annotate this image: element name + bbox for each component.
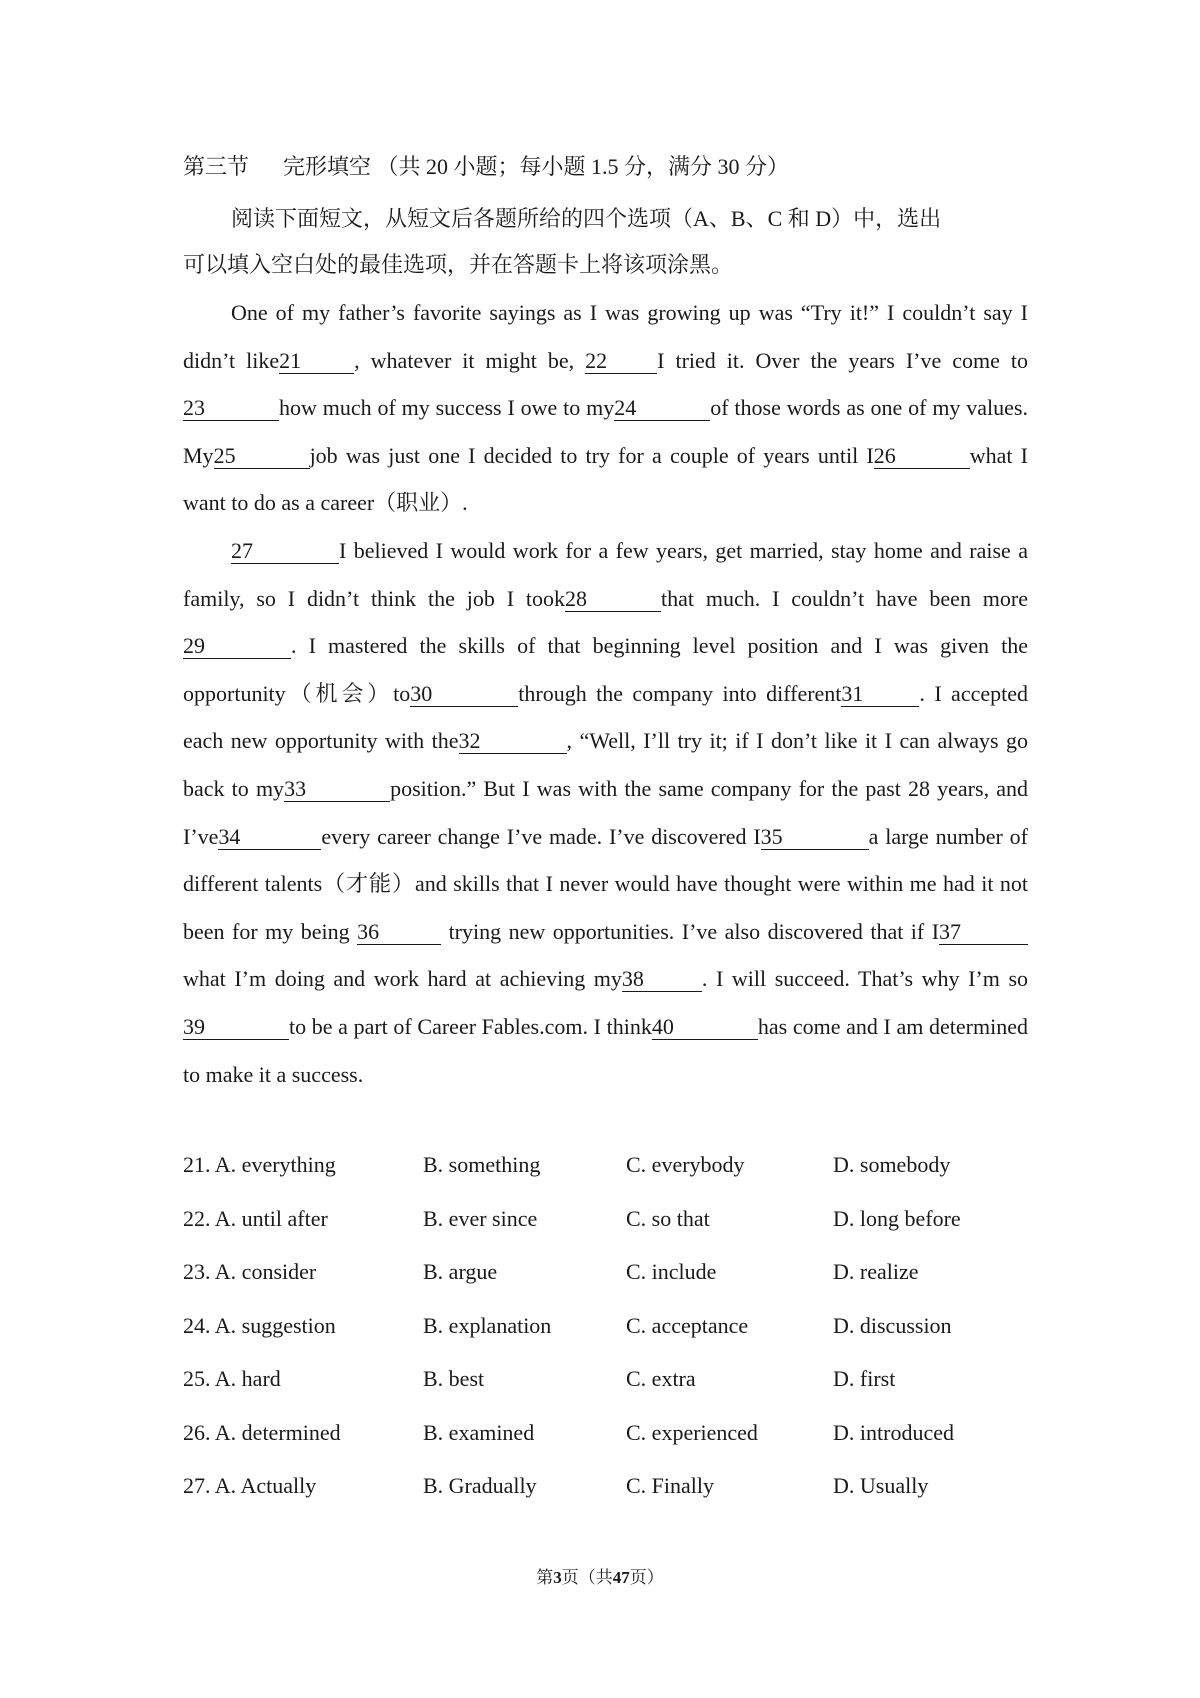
option-b: B. Gradually: [423, 1473, 537, 1498]
blank-24: 24: [614, 396, 710, 421]
blank-36: 36: [357, 920, 441, 945]
option-c: C. everybody: [626, 1152, 745, 1177]
passage-text: to be a part of Career Fables.com. I think: [289, 1013, 652, 1039]
passage-text: what I want to do as a career（职业）.: [183, 442, 1029, 516]
option-d: D. discussion: [833, 1312, 952, 1338]
passage-text: position.” But I was with the same company for the past 28 years, and I’ve: [183, 775, 1028, 849]
passage-paragraph-2: [183, 527, 1028, 1098]
option-c: C. Finally: [626, 1473, 715, 1498]
blank-35: 35: [761, 825, 869, 850]
option-a: 26. A. determined: [183, 1419, 341, 1445]
passage-text: I believed I would work for a few years, get married, stay home and raise a family, so I didn’t think the job I took: [183, 537, 1028, 611]
option-a: 21. A. everything: [183, 1152, 336, 1177]
option-b: B. explanation: [423, 1312, 552, 1338]
option-b: B. best: [423, 1366, 485, 1391]
footer-post: 页）: [629, 1568, 664, 1587]
instructions: [183, 196, 1028, 288]
blank-23: 23: [183, 396, 279, 421]
option-d: D. somebody: [833, 1152, 951, 1177]
passage-text: One of my father’s favorite sayings as I was growing up was “Try it!” I couldn’t say I didn’t like: [183, 300, 1028, 373]
option-a: 24. A. suggestion: [183, 1312, 336, 1338]
passage-text: , “Well, I’ll try it; if I don’t like it I can always go back to my: [183, 728, 1029, 801]
footer-total-pages: 47: [612, 1568, 630, 1587]
blank-21: 21: [279, 349, 354, 374]
instructions-line-2: 可以填入空白处的最佳选项，并在答题卡上将该项涂黑。: [183, 252, 734, 277]
option-b: B. examined: [423, 1419, 535, 1445]
blank-30: 30: [410, 682, 518, 707]
option-b: B. ever since: [423, 1205, 538, 1231]
passage-text: how much of my success I owe to my: [279, 395, 615, 421]
passage-text: has come and I am determined to make it a success.: [183, 1013, 1028, 1087]
option-a: 23. A. consider: [183, 1259, 317, 1284]
instructions-line-1: 阅读下面短文，从短文后各题所给的四个选项（A、B、C 和 D）中，选出: [231, 206, 942, 231]
footer-page-number: 3: [553, 1568, 562, 1587]
option-c: C. include: [626, 1259, 717, 1284]
option-d: D. first: [833, 1366, 896, 1391]
passage-text: . I accepted each new opportunity with the: [183, 680, 1028, 754]
passage-paragraph-1: [183, 289, 1028, 527]
option-a: 25. A. hard: [183, 1366, 281, 1391]
option-d: D. realize: [833, 1259, 919, 1284]
blank-39: 39: [183, 1015, 289, 1040]
option-b: B. argue: [423, 1259, 498, 1284]
footer-mid: 页（共: [561, 1568, 613, 1587]
blank-38: 38: [622, 967, 702, 992]
passage-text: I tried it. Over the years I’ve come to: [657, 347, 1028, 373]
footer-pre: 第: [536, 1568, 554, 1587]
passage-text: through the company into different: [518, 680, 842, 706]
option-b: B. something: [423, 1152, 541, 1177]
blank-34: 34: [218, 825, 321, 850]
passage-text: . I mastered the skills of that beginning level position and I was given the opportunity（机会）to: [183, 633, 1028, 706]
cloze-passage: [183, 289, 1028, 1098]
option-c: C. experienced: [626, 1419, 758, 1445]
section-title: [183, 150, 789, 181]
option-a: 27. A. Actually: [183, 1473, 317, 1498]
blank-25: 25: [214, 444, 310, 469]
option-d: D. long before: [833, 1205, 961, 1231]
passage-text: every career change I’ve made. I’ve discovered I: [321, 823, 761, 849]
option-d: D. introduced: [833, 1419, 954, 1445]
blank-33: 33: [284, 777, 390, 802]
passage-text: . I will succeed. That’s why I’m so: [701, 966, 1029, 992]
option-c: C. extra: [626, 1366, 696, 1391]
page-footer: [0, 1563, 1200, 1588]
blank-26: 26: [874, 444, 970, 469]
option-c: C. so that: [626, 1205, 710, 1231]
section-part-label: 第三节: [183, 154, 250, 179]
section-title-text: 完形填空 （共 20 小题；每小题 1.5 分，满分 30 分）: [283, 154, 790, 179]
blank-28: 28: [565, 587, 661, 612]
passage-text: a large number of different talents（才能）and skills that I never would have thought were within me had it not been for my being: [183, 823, 1028, 944]
blank-32: 32: [459, 729, 567, 754]
option-d: D. Usually: [833, 1473, 929, 1498]
passage-text: job was just one I decided to try for a couple of years until I: [309, 442, 874, 468]
passage-text: of those words as one of my values. My: [183, 395, 1028, 468]
blank-37: 37: [939, 920, 1028, 945]
passage-text: trying new opportunities. I’ve also discovered that if I: [448, 918, 940, 944]
option-c: C. acceptance: [626, 1312, 749, 1338]
passage-text: that much. I couldn’t have been more: [661, 585, 1028, 611]
blank-27: 27: [231, 539, 339, 564]
blank-22: 22: [585, 349, 657, 374]
option-a: 22. A. until after: [183, 1205, 328, 1231]
blank-31: 31: [841, 682, 919, 707]
passage-text: what I’m doing and work hard at achieving my: [183, 966, 622, 992]
blank-40: 40: [652, 1015, 758, 1040]
blank-29: 29: [183, 634, 291, 659]
passage-text: , whatever it might be,: [354, 347, 575, 373]
